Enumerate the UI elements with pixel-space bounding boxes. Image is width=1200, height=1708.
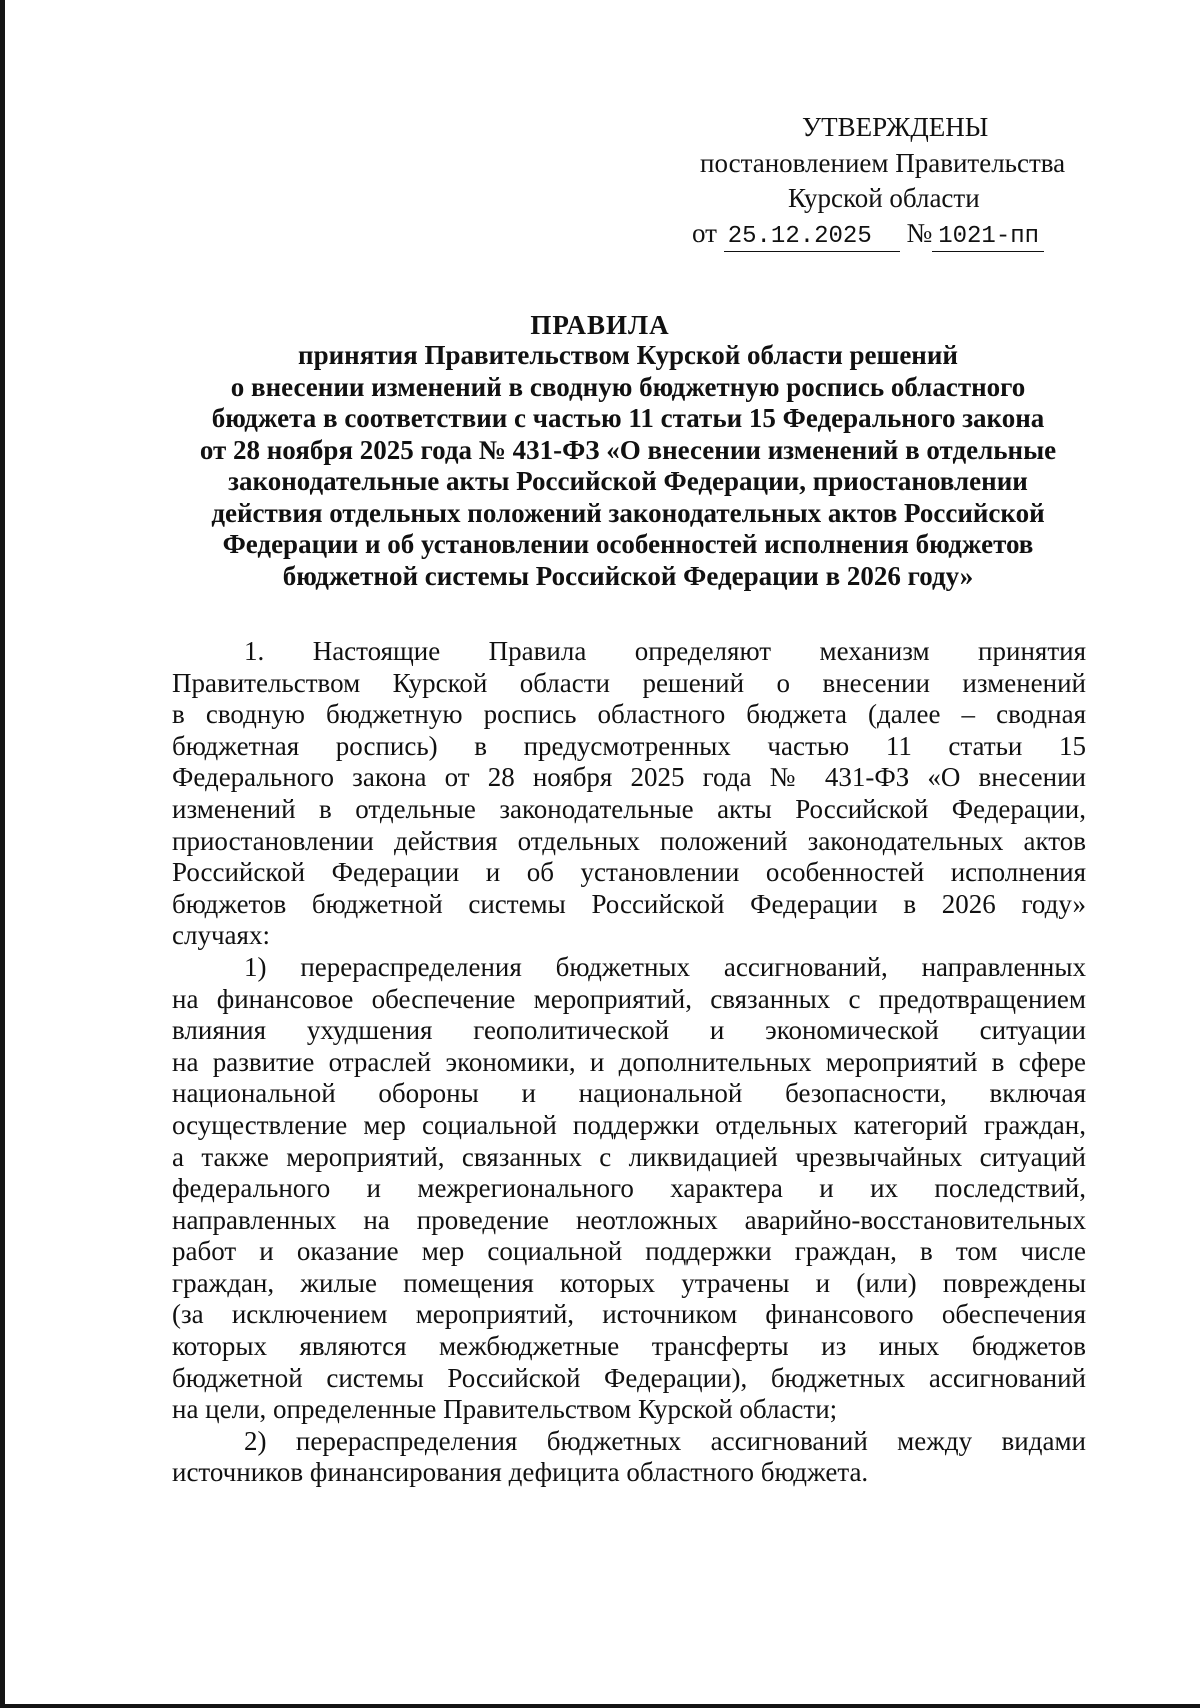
date-prefix: от <box>692 218 717 248</box>
body-line: работ и оказание мер социальной поддержки граждан, в том числе <box>172 1236 1086 1267</box>
body-line: которых являются межбюджетные трансферты из иных бюджетов <box>172 1331 1086 1362</box>
approval-line-region: Курской области <box>788 183 980 213</box>
body-line: изменений в отдельные законодательные акты Российской Федерации, <box>172 793 1086 824</box>
approval-title: УТВЕРЖДЕНЫ <box>802 112 989 142</box>
subtitle-line: Федерации и об установлении особенностей исполнения бюджетов <box>222 529 1034 559</box>
body-line: источников финансирования дефицита областного бюджета. <box>172 1457 869 1488</box>
body-line: на цели, определенные Правительством Курской области; <box>172 1394 838 1425</box>
body-line: влияния ухудшения геополитической и экономической ситуации <box>172 1015 1086 1046</box>
body-line: приостановлении действия отдельных положений законодательных актов <box>172 825 1086 856</box>
subtitle-line: от 28 ноября 2025 года № 431-ФЗ «О внесении изменений в отдельные <box>199 434 1057 465</box>
body-line: национальной обороны и национальной безопасности, включая <box>172 1078 1086 1109</box>
body-line: направленных на проведение неотложных аварийно-восстановительных <box>172 1204 1086 1235</box>
document-body <box>172 636 1086 1489</box>
body-line: Федерального закона от 28 ноября 2025 года № 431-ФЗ «О внесении <box>172 762 1086 793</box>
subtitle-line: действия отдельных положений законодательных актов Российской <box>211 497 1045 528</box>
body-line: в сводную бюджетную роспись областного бюджета (далее – сводная <box>172 699 1086 730</box>
body-line: 1. Настоящие Правила определяют механизм принятия <box>244 636 1086 666</box>
body-line: на развитие отраслей экономики, и дополнительных мероприятий в сфере <box>172 1046 1086 1077</box>
paragraph-1 <box>172 636 1086 952</box>
document-subtitle <box>172 340 1084 592</box>
scan-border-left <box>0 0 5 1708</box>
approval-line-decree: постановлением Правительства <box>700 148 1066 178</box>
body-line: случаях: <box>172 920 270 951</box>
body-line: федерального и межрегионального характера и их последствий, <box>172 1173 1086 1204</box>
subtitle-line: бюджета в соответствии с частью 11 статьи 15 Федерального закона <box>211 403 1045 433</box>
body-line: бюджетов бюджетной системы Российской Федерации в 2026 году» <box>172 888 1086 919</box>
body-line: а также мероприятий, связанных с ликвидацией чрезвычайных ситуаций <box>172 1141 1086 1172</box>
body-line: бюджетная роспись) в предусмотренных частью 11 статьи 15 <box>172 730 1086 761</box>
document-title: ПРАВИЛА <box>530 310 670 340</box>
body-line: Правительством Курской области решений о внесении изменений <box>172 667 1086 698</box>
body-line: (за исключением мероприятий, источником финансового обеспечения <box>172 1299 1086 1330</box>
body-line: Российской Федерации и об установлении особенностей исполнения <box>172 857 1086 888</box>
subtitle-line: бюджетной системы Российской Федерации в 2026 году» <box>282 560 974 591</box>
body-line: на финансовое обеспечение мероприятий, связанных с предотвращением <box>172 983 1086 1014</box>
subtitle-line: законодательные акты Российской Федерации, приостановлении <box>228 466 1028 496</box>
item-2 <box>172 1426 1086 1489</box>
scan-border-bottom <box>0 1704 1200 1708</box>
number-prefix: № <box>906 218 933 248</box>
decree-date: 25.12.2025 <box>724 223 900 252</box>
body-line: осуществление мер социальной поддержки отдельных категорий граждан, <box>172 1109 1086 1140</box>
subtitle-line: принятия Правительством Курской области решений <box>298 340 958 370</box>
body-line: бюджетной системы Российской Федерации), бюджетных ассигнований <box>172 1362 1086 1393</box>
item-1 <box>172 952 1086 1426</box>
body-line: 2) перераспределения бюджетных ассигнований между видами <box>244 1425 1086 1456</box>
approval-date-number <box>692 216 1044 252</box>
body-line: граждан, жилые помещения которых утрачены и (или) повреждены <box>172 1267 1086 1298</box>
subtitle-line: о внесении изменений в сводную бюджетную роспись областного <box>230 371 1026 402</box>
decree-number: 1021-пп <box>932 223 1044 252</box>
body-line: 1) перераспределения бюджетных ассигнований, направленных <box>244 951 1086 982</box>
